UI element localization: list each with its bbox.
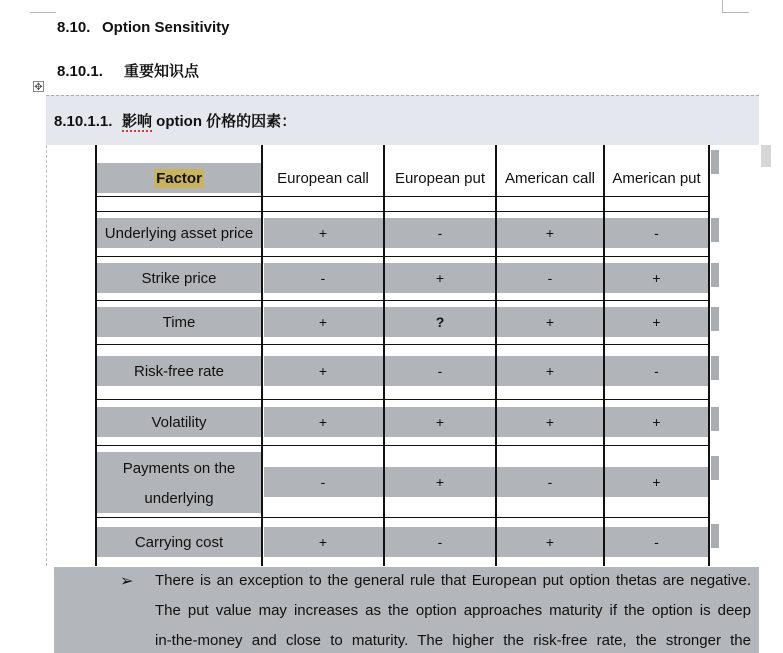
section-title: Option Sensitivity — [102, 19, 230, 36]
subsubsection-number: 8.10.1.1. — [54, 113, 113, 130]
value-cell: + — [652, 314, 661, 330]
value-cell: + — [318, 225, 328, 241]
header-factor-label: Factor — [156, 169, 202, 187]
subsection-title: 重要知识点 — [124, 63, 200, 80]
value-cell: + — [318, 363, 328, 379]
scroll-marker — [761, 145, 771, 167]
value-cell: + — [318, 314, 328, 330]
table-column-rule — [708, 145, 710, 566]
factor-cell: Underlying asset price — [104, 224, 254, 242]
subsubsection-title-cn-a: 影响 — [122, 113, 153, 130]
bullet-text-line: There is an exception to the general rule that European put option thetas are negative. — [155, 572, 751, 589]
table-rule — [95, 445, 710, 446]
value-cell: + — [652, 414, 661, 430]
table-rule — [95, 399, 710, 400]
edge-tab — [711, 218, 719, 242]
value-cell: + — [652, 270, 661, 286]
value-cell: + — [435, 474, 445, 490]
bullet-text-line: The put value may increases as the option approaches maturity if the option is deep — [155, 602, 751, 619]
edge-tab — [711, 524, 719, 548]
subsubsection-heading — [54, 110, 296, 131]
value-cell: - — [547, 474, 553, 490]
edge-tab — [711, 356, 719, 380]
header-european-call: European call — [277, 169, 369, 187]
subsubsection-title-en: option — [152, 113, 207, 130]
value-cell: - — [320, 270, 326, 286]
value-cell: + — [652, 474, 661, 490]
value-cell: - — [547, 270, 553, 286]
factor-cell-line1: Payments on the — [122, 459, 236, 477]
header-factor — [97, 163, 261, 193]
arrow-bullet-icon: ➢ — [120, 573, 134, 590]
header-american-call: American call — [504, 169, 596, 187]
edge-tab — [711, 263, 719, 287]
page-corner-mark-right — [722, 0, 749, 13]
header-european-put: European put — [394, 169, 486, 187]
subsubsection-title-cn-b: 价格的因素 — [206, 113, 282, 130]
factor-cell-line2: underlying — [144, 489, 214, 507]
table-rule — [95, 256, 710, 257]
table-rule — [95, 211, 710, 212]
value-cell: + — [318, 414, 328, 430]
table-rule — [95, 344, 710, 345]
section-number: 8.10. — [57, 19, 91, 36]
value-cell: - — [437, 363, 443, 379]
table-move-handle-icon[interactable]: ✥ — [34, 82, 43, 93]
section-heading — [57, 19, 230, 36]
value-cell: - — [320, 474, 326, 490]
table-rule — [95, 300, 710, 301]
bullet-text-line: in-the-money and close to maturity. The higher the risk-free rate, the stronger the — [155, 632, 751, 649]
edge-tab — [711, 407, 719, 431]
edge-tab — [711, 307, 719, 331]
subsection-heading — [57, 60, 199, 81]
value-cell: - — [437, 225, 443, 241]
factor-cell: Carrying cost — [134, 533, 224, 551]
value-cell: + — [435, 414, 445, 430]
table-rule — [95, 517, 710, 518]
header-american-put: American put — [612, 169, 701, 187]
value-cell: - — [654, 225, 659, 241]
subsubsection-colon: ： — [281, 113, 297, 130]
edge-tab — [711, 150, 719, 174]
value-cell: + — [545, 363, 555, 379]
table-rule — [95, 196, 710, 197]
factor-cell: Risk-free rate — [133, 362, 225, 380]
value-cell: + — [545, 314, 555, 330]
factor-cell: Strike price — [141, 269, 217, 287]
factor-cell: Time — [162, 313, 196, 331]
value-cell: + — [435, 270, 445, 286]
page-corner-mark-left — [30, 0, 56, 13]
value-cell: ? — [435, 314, 445, 330]
value-cell: - — [437, 534, 443, 550]
value-cell: + — [545, 414, 555, 430]
value-cell: + — [545, 534, 555, 550]
factor-cell: Volatility — [151, 413, 207, 431]
value-cell: - — [654, 534, 659, 550]
value-cell: + — [545, 225, 555, 241]
value-cell: + — [318, 534, 328, 550]
subsection-number: 8.10.1. — [57, 63, 103, 80]
edge-tab — [711, 456, 719, 480]
value-cell: - — [654, 363, 659, 379]
